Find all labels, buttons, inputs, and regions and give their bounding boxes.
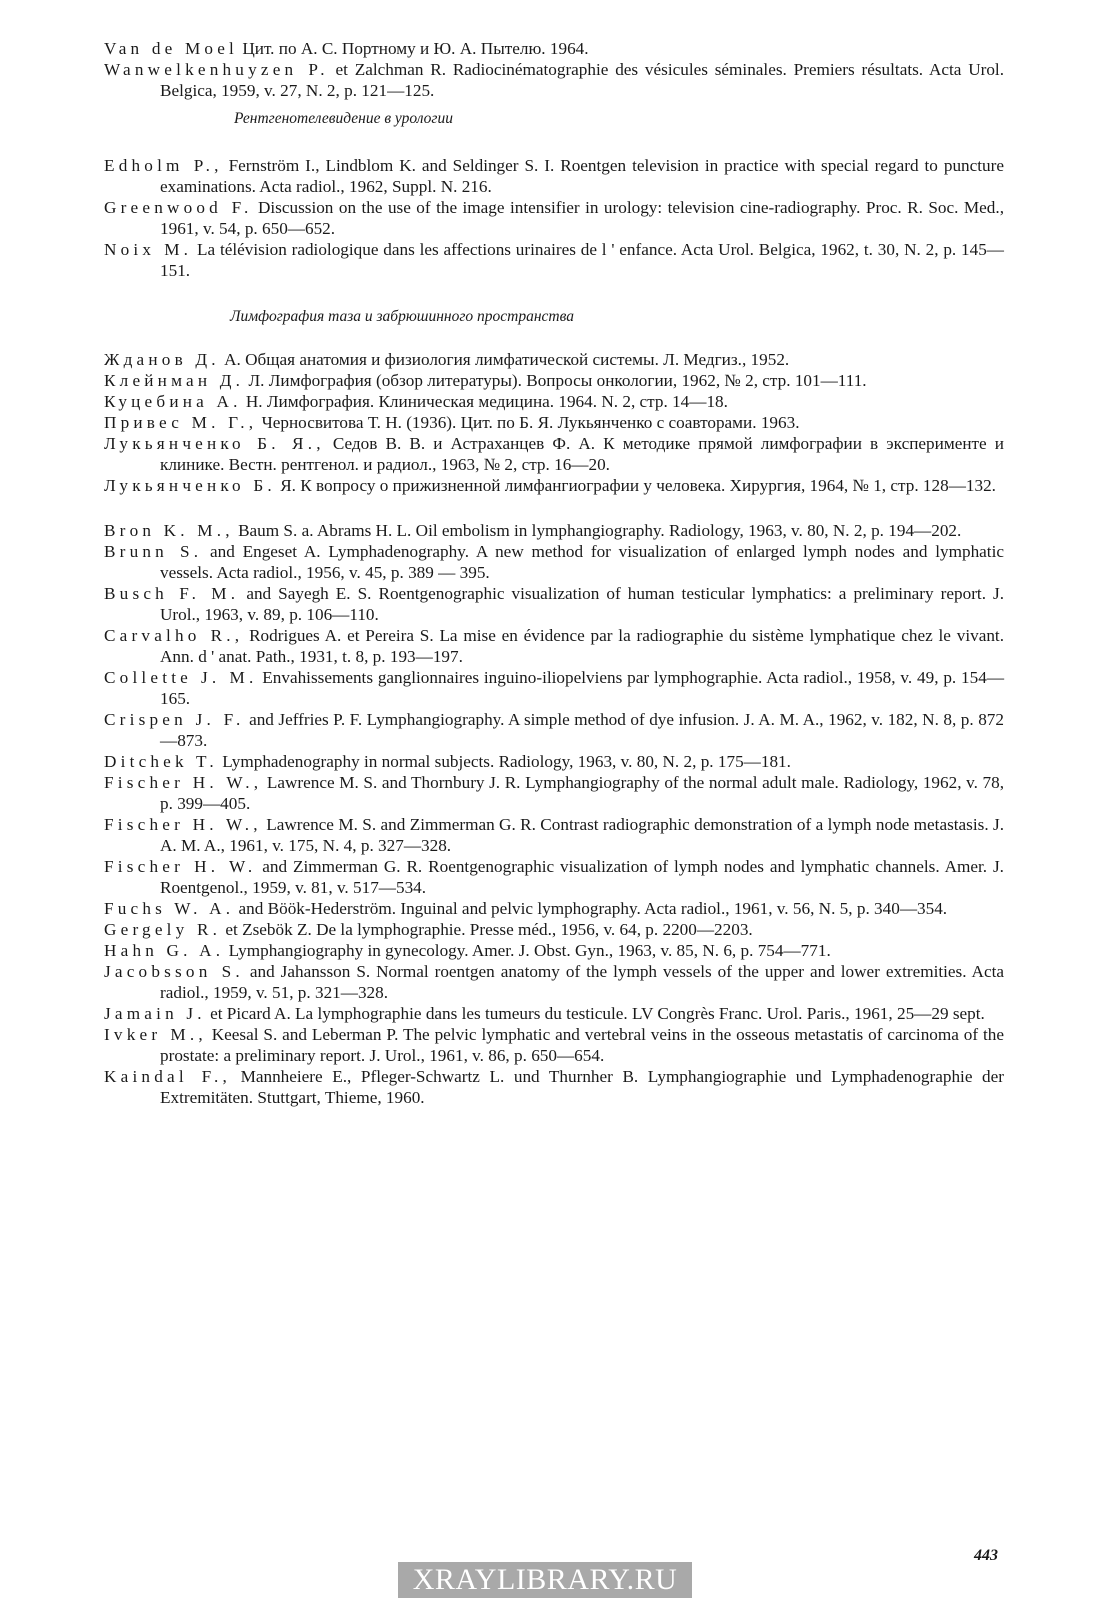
reference-text: Н. Лимфография. Клиническая медицина. 1964. N. 2, стр. 14—18.: [241, 392, 728, 411]
reference-author: Kaindal F.,: [104, 1067, 231, 1086]
reference-author: Привес М. Г.,: [104, 413, 258, 432]
reference-author: Jamain J.: [104, 1004, 206, 1023]
reference-entry: [104, 625, 1004, 667]
section-intro: [104, 38, 1004, 101]
section-foreign-references: [104, 520, 1004, 1108]
reference-text: Lawrence M. S. and Zimmerman G. R. Contrast radiographic demonstration of a lymph node metastasis. J. A. M. A., 1961, v. 175, N. 4, p. 327—328.: [160, 815, 1004, 855]
reference-entry: [104, 38, 1004, 59]
reference-author: Жданов Д.: [104, 350, 220, 369]
reference-author: Лукьянченко Б.: [104, 476, 276, 495]
reference-text: Discussion on the use of the image intensifier in urology: television cine-radiography. Proc. R. Soc. Med., 1961, v. 54, p. 650—652.: [160, 198, 1004, 238]
reference-entry: [104, 59, 1004, 101]
reference-entry: [104, 370, 1004, 391]
reference-text: and Engeset A. Lymphadenography. A new method for visualization of enlarged lymph nodes and lymphatic vessels. Acta radiol., 1956, v. 45, p. 389 — 395.: [160, 542, 1004, 582]
reference-text: Envahissements ganglionnaires inguino-iliopelviens par lymphographie. Acta radiol., 1958, v. 49, p. 154—165.: [160, 668, 1005, 708]
reference-author: Crispen J. F.: [104, 710, 245, 729]
section-lymphography: [104, 307, 1004, 496]
reference-entry: [104, 898, 1004, 919]
reference-entry: [104, 709, 1004, 751]
reference-author: Carvalho R.,: [104, 626, 244, 645]
reference-entry: [104, 919, 1004, 940]
section-heading: Рентгенотелевидение в урологии: [234, 110, 453, 127]
reference-text: et Zsebök Z. De la lymphographie. Presse méd., 1956, v. 64, p. 2200—2203.: [221, 920, 753, 939]
reference-entry: [104, 772, 1004, 814]
reference-text: Lawrence M. S. and Thornbury J. R. Lymphangiography of the normal adult male. Radiology, 1962, v. 78, p. 399—405.: [160, 773, 1004, 813]
reference-entry: [104, 940, 1004, 961]
reference-author: Куцебина А.: [104, 392, 242, 411]
reference-author: Greenwood F.: [104, 198, 253, 217]
reference-text: Седов В. В. и Астраханцев Ф. А. К методике прямой лимфографии в эксперименте и клинике. Вестн. рентгенол. и радиол., 1963, № 2, стр. 16—20.: [160, 434, 1004, 474]
reference-text: et Picard A. La lymphographie dans les tumeurs du testicule. LV Congrès Franc. Urol. Paris., 1961, 25—29 sept.: [205, 1004, 985, 1023]
reference-author: Brunn S.: [104, 542, 203, 561]
reference-author: Noix M.: [104, 240, 193, 259]
reference-entry: [104, 391, 1004, 412]
section-heading: Лимфография таза и забрюшинного пространства: [230, 308, 574, 325]
reference-author: Fuchs W. A.: [104, 899, 235, 918]
reference-text: А. Общая анатомия и физиология лимфатической системы. Л. Медгиз., 1952.: [219, 350, 790, 369]
reference-entry: [104, 856, 1004, 898]
reference-author: Van de Moel: [104, 39, 239, 58]
reference-entry: [104, 541, 1004, 583]
reference-text: Черносвитова Т. Н. (1936). Цит. по Б. Я. Лукьянченко с соавторами. 1963.: [257, 413, 800, 432]
reference-author: Клейнман Д.: [104, 371, 245, 390]
reference-entry: [104, 239, 1004, 281]
reference-author: Fischer H. W.: [104, 857, 257, 876]
reference-text: and Zimmerman G. R. Roentgenographic visualization of lymph nodes and lymphatic channels. Amer. J. Roentgenol., 1959, v. 81, v. 517—534.: [160, 857, 1004, 897]
reference-text: and Böök-Hederström. Inguinal and pelvic lymphography. Acta radiol., 1961, v. 56, N. 5, p. 340—354.: [234, 899, 948, 918]
reference-author: Edholm P.,: [104, 156, 223, 175]
reference-text: Mannheiere E., Pfleger-Schwartz L. und Thurnher B. Lymphangiographie und Lymphadenographie der Extremitäten. Stuttgart, Thieme, 1960.: [160, 1067, 1004, 1107]
reference-text: Я. К вопросу о прижизненной лимфангиографии у человека. Хирургия, 1964, № 1, стр. 128—132.: [275, 476, 996, 495]
reference-text: La télévision radiologique dans les affections urinaires de l ' enfance. Acta Urol. Belgica, 1962, t. 30, N. 2, p. 145—151.: [160, 240, 1004, 280]
reference-author: Bron K. M.,: [104, 521, 234, 540]
reference-entry: [104, 583, 1004, 625]
reference-author: Busch F. M.: [104, 584, 240, 603]
reference-text: Keesal S. and Leberman P. The pelvic lymphatic and vertebral veins in the osseous metastatis of carcinoma of the prostate: a preliminary report. J. Urol., 1961, v. 86, p. 650—654.: [160, 1025, 1004, 1065]
reference-author: Wanwelkenhuyzen P.: [104, 60, 329, 79]
reference-entry: [104, 433, 1004, 475]
reference-text: and Jahansson S. Normal roentgen anatomy of the lymph vessels of the upper and lower extremities. Acta radiol., 1959, v. 51, p. 321—328.: [160, 962, 1004, 1002]
reference-author: Collette J. M.: [104, 668, 258, 687]
reference-text: Rodrigues A. et Pereira S. La mise en évidence par la radiographie du sistème lymphatique chez le vivant. Ann. d ' anat. Path., 1931, t. 8, p. 193—197.: [160, 626, 1004, 666]
watermark: XRAYLIBRARY.RU: [398, 1562, 692, 1598]
page-number: 443: [974, 1547, 998, 1564]
reference-entry: [104, 751, 1004, 772]
reference-author: Fischer H. W.,: [104, 773, 263, 792]
reference-author: Ditchek T.: [104, 752, 218, 771]
reference-text: Lymphadenography in normal subjects. Radiology, 1963, v. 80, N. 2, p. 175—181.: [217, 752, 791, 771]
reference-text: et Zalchman R. Radiocinématographie des vésicules séminales. Premiers résultats. Acta Urol. Belgica, 1959, v. 27, N. 2, p. 121—125.: [160, 60, 1005, 100]
reference-entry: [104, 349, 1004, 370]
reference-entry: [104, 961, 1004, 1003]
reference-entry: [104, 412, 1004, 433]
reference-text: Л. Лимфография (обзор литературы). Вопросы онкологии, 1962, № 2, стр. 101—111.: [244, 371, 867, 390]
reference-entry: [104, 520, 1004, 541]
reference-text: and Jeffries P. F. Lymphangiography. A simple method of dye infusion. J. A. M. A., 1962, v. 182, N. 8, p. 872—873.: [160, 710, 1004, 750]
reference-text: Цит. по А. С. Портному и Ю. А. Пытелю. 1964.: [238, 39, 589, 58]
reference-entry: [104, 1024, 1004, 1066]
reference-entry: [104, 667, 1004, 709]
reference-author: Ivker M.,: [104, 1025, 207, 1044]
reference-author: Jacobsson S.: [104, 962, 244, 981]
section-roentgen-television: [104, 109, 1004, 281]
reference-author: Лукьянченко Б. Я.,: [104, 434, 325, 453]
reference-entry: [104, 1066, 1004, 1108]
reference-text: Baum S. a. Abrams H. L. Oil embolism in lymphangiography. Radiology, 1963, v. 80, N. 2, p. 194—202.: [233, 521, 962, 540]
reference-entry: [104, 814, 1004, 856]
bibliography-page: [104, 38, 1004, 1108]
reference-text: Fernström I., Lindblom K. and Seldinger S. I. Roentgen television in practice with special regard to puncture examinations. Acta radiol., 1962, Suppl. N. 216.: [160, 156, 1004, 196]
reference-author: Gergely R.: [104, 920, 222, 939]
reference-entry: [104, 155, 1004, 197]
reference-entry: [104, 197, 1004, 239]
reference-entry: [104, 1003, 1004, 1024]
reference-entry: [104, 475, 1004, 496]
reference-text: and Sayegh E. S. Roentgenographic visualization of human testicular lymphatics: a preliminary report. J. Urol., 1963, v. 89, p. 106—110.: [160, 584, 1005, 624]
reference-author: Hahn G. A.: [104, 941, 225, 960]
reference-author: Fischer H. W.,: [104, 815, 262, 834]
reference-text: Lymphangiography in gynecology. Amer. J. Obst. Gyn., 1963, v. 85, N. 6, p. 754—771.: [224, 941, 831, 960]
